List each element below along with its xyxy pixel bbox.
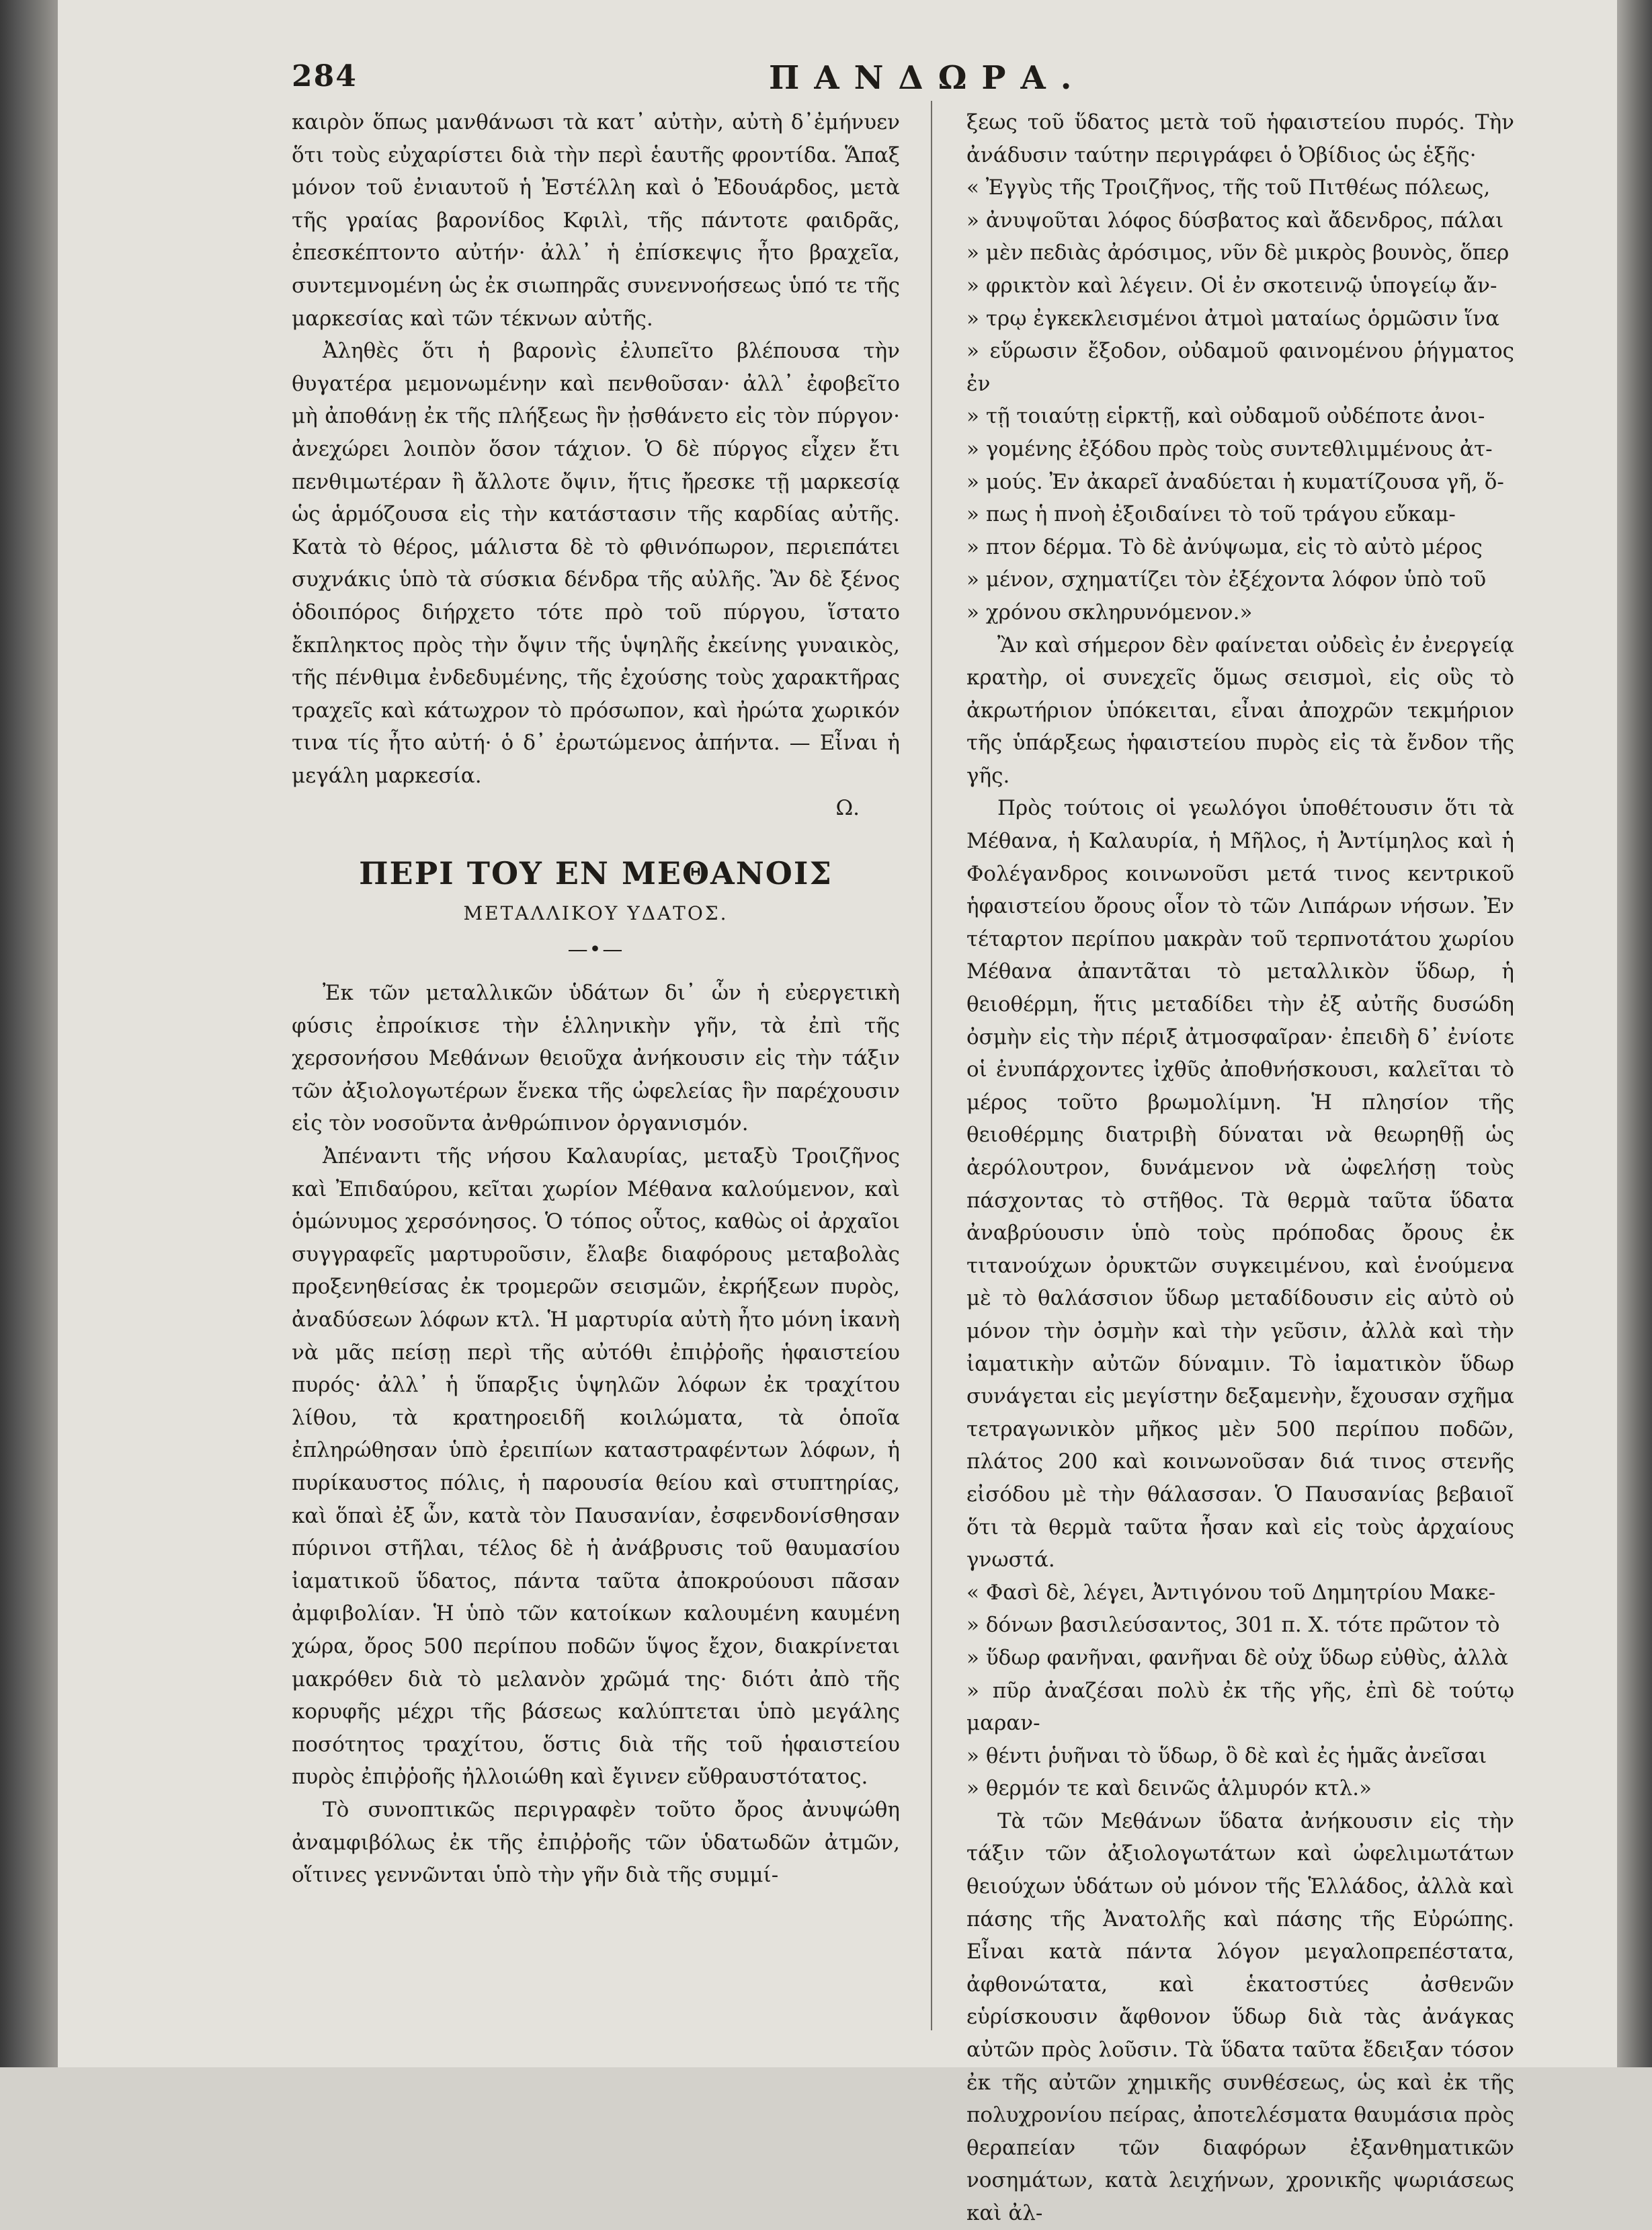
quote-line: » τρῳ ἐγκεκλεισμένοι ἀτμοὶ ματαίως ὁρμῶσιν ἵνα — [966, 306, 1500, 331]
paragraph: Πρὸς τούτοις οἱ γεωλόγοι ὑποθέτουσιν ὅτι τὰ Μέθανα, ἡ Καλαυρία, ἡ Μῆλος, ἡ Ἀντίμηλος καὶ ἡ Φολέγανδρος κοινωνοῦσι μετά τινος κεντρικοῦ ἡφαιστείου ὄρους οἷον τὸ τῶν Λιπάρων νήσων. Ἐν τέταρτον περίπου μακρὰν τοῦ τερπνοτάτου χωρίου Μέθανα ἀπαντᾶται τὸ μεταλλικὸν ὕδωρ, ἡ θειοθέρμη, ἥτις μεταδίδει τὴν ἐξ αὐτῆς δυσώδη ὀσμὴν εἰς τὴν πέριξ ἀτμοσφαῖραν· ἐπειδὴ δ᾽ ἐνίοτε οἱ ἐνυπάρχοντες ἰχθῦς ἀποθνήσκουσι, καλεῖται τὸ μέρος τοῦτο βρωμολίμνη. Ἡ πλησίον τῆς θειοθέρμης διατριβὴ δύναται νὰ θεωρηθῇ ὡς ἀερόλουτρον, δυνάμενον νὰ ὠφελήσῃ τοὺς πάσχοντας τὸ στῆθος. Τὰ θερμὰ ταῦτα ὕδατα ἀναβρύουσιν ὑπὸ τοὺς πρόποδας ὄρους ἐκ τιτανούχων ὀρυκτῶν συγκειμένου, καὶ ἑνούμενα μὲ τὸ θαλάσσιον ὕδωρ μεταδίδουσιν εἰς αὐτὸ οὐ μόνον τὴν ὀσμὴν καὶ τὴν γεῦσιν, ἀλλὰ καὶ τὴν ἰαματικὴν αὐτῶν δύναμιν. Τὸ ἰαματικὸν ὕδωρ συνάγεται εἰς μεγίστην δεξαμενὴν, ἔχουσαν σχῆμα τετραγωνικὸν μῆκος μὲν 500 περίπου ποδῶν, πλάτος 200 καὶ κοινωνοῦσαν διά τινος στενῆς εἰσόδου μὲ τὴν θάλασσαν. Ὁ Παυσανίας βεβαιοῖ ὅτι τὰ θερμὰ ταῦτα ἦσαν καὶ εἰς τοὺς ἀρχαίους γνωστά. — [966, 796, 1514, 1572]
quote-line: » φρικτὸν καὶ λέγειν. Οἱ ἐν σκοτεινῷ ὑπογείῳ ἄν- — [966, 273, 1497, 298]
quote-line: » πτον δέρμα. Τὸ δὲ ἀνύψωμα, εἰς τὸ αὐτὸ μέρος — [966, 534, 1483, 559]
page-number: 284 — [292, 59, 358, 93]
article-title: ΠΕΡΙ ΤΟΥ ΕΝ ΜΕΘΑΝΟΙΣ — [359, 855, 833, 892]
quote-line: » εὕρωσιν ἔξοδον, οὐδαμοῦ φαινομένου ῥήγματος ἐν — [966, 339, 1514, 396]
quote-line: » μένον, σχηματίζει τὸν ἐξέχοντα λόφον ὑπὸ τοῦ — [966, 567, 1487, 592]
quote-line: » θέντι ῥυῆναι τὸ ὕδωρ, ὃ δὲ καὶ ἐς ἡμᾶς ἀνεῖσαι — [966, 1743, 1487, 1768]
quote-line: » τῇ τοιαύτῃ εἱρκτῇ, καὶ οὐδαμοῦ οὐδέποτε ἀνοι- — [966, 404, 1485, 429]
ornament-rule: —•— — [567, 938, 624, 962]
quote-line: » μὲν πεδιὰς ἀρόσιμος, νῦν δὲ μικρὸς βουνὸς, ὅπερ — [966, 241, 1510, 266]
author-signature: Ω. — [835, 796, 860, 821]
right-column — [966, 106, 1514, 2230]
quote-line: » πῦρ ἀναζέσαι πολὺ ἐκ τῆς γῆς, ἐπὶ δὲ τούτῳ μαραν- — [966, 1678, 1514, 1736]
quote-line: » δόνων βασιλεύσαντος, 301 π. Χ. τότε πρῶτον τὸ — [966, 1613, 1500, 1638]
quote-line: » ἀνυψοῦται λόφος δύσβατος καὶ ἄδενδρος, πάλαι — [966, 208, 1504, 233]
paragraph: Τὸ συνοπτικῶς περιγραφὲν τοῦτο ὄρος ἀνυψώθη ἀναμφιβόλως ἐκ τῆς ἐπιῤῥοῆς τῶν ὑδατωδῶν ἀτμῶν, οἵτινες γεννῶνται ὑπὸ τὴν γῆν διὰ τῆς συμμί- — [292, 1797, 900, 1888]
book-spine-shadow — [0, 0, 58, 2067]
paragraph: Ἂν καὶ σήμερον δὲν φαίνεται οὐδεὶς ἐν ἐνεργείᾳ κρατὴρ, οἱ συνεχεῖς ὅμως σεισμοὶ, εἰς οὓς τὸ ἀκρωτήριον ὑπόκειται, εἶναι ἀποχρῶν τεκμήριον τῆς ὑπάρξεως ἡφαιστείου πυρὸς εἰς τὰ ἔνδον τῆς γῆς. — [966, 633, 1514, 788]
paragraph: Τὰ τῶν Μεθάνων ὕδατα ἀνήκουσιν εἰς τὴν τάξιν τῶν ἀξιολογωτάτων καὶ ὠφελιμωτάτων θειούχων ὑδάτων οὐ μόνον τῆς Ἑλλάδος, ἀλλὰ καὶ πάσης τῆς Ἀνατολῆς καὶ πάσης τῆς Εὐρώπης. Εἶναι κατὰ πάντα λόγον μεγαλοπρεπέστατα, ἀφθονώτατα, καὶ ἑκατοστύες ἀσθενῶν εὑρίσκουσιν ἄφθονον ὕδωρ διὰ τὰς ἀνάγκας αὐτῶν πρὸς λοῦσιν. Τὰ ὕδατα ταῦτα ἔδειξαν τόσον ἐκ τῆς αὐτῶν χημικῆς συνθέσεως, ὡς καὶ ἐκ τῆς πολυχρονίου πείρας, ἀποτελέσματα θαυμάσια πρὸς θεραπείαν τῶν διαφόρων ἐξανθηματικῶν νοσημάτων, κατὰ λειχήνων, χρονικῆς ψωριάσεως καὶ ἀλ- — [966, 1808, 1514, 2225]
article-subtitle: ΜΕΤΑΛΛΙΚΟΥ ΥΔΑΤΟΣ. — [463, 902, 729, 925]
paragraph: Ἐκ τῶν μεταλλικῶν ὑδάτων δι᾽ ὧν ἡ εὐεργετικὴ φύσις ἐπροίκισε τὴν ἑλληνικὴν γῆν, τὰ ἐπὶ τῆς χερσονήσου Μεθάνων θειοῦχα ἀνήκουσιν εἰς τὴν τάξιν τῶν ἀξιολογωτέρων ἕνεκα τῆς ὠφελείας ἣν παρέχουσιν εἰς τὸν νοσοῦντα ἀνθρώπινον ὀργανισμόν. — [292, 981, 900, 1136]
pausanias-quotation — [966, 1577, 1514, 1805]
running-head: ΠΑΝΔΩΡΑ. — [769, 59, 1087, 97]
paragraph: ξεως τοῦ ὕδατος μετὰ τοῦ ἡφαιστείου πυρός. Τὴν ἀνάδυσιν ταύτην περιγράφει ὁ Ὀβίδιος ὡς ἑξῆς· — [966, 110, 1514, 167]
quote-line: » πως ἡ πνοὴ ἐξοιδαίνει τὸ τοῦ τράγου εὔκαμ- — [966, 502, 1456, 527]
quote-line: » θερμόν τε καὶ δεινῶς ἁλμυρόν κτλ.» — [966, 1776, 1372, 1801]
paragraph: Ἀληθὲς ὅτι ἡ βαρονὶς ἐλυπεῖτο βλέπουσα τὴν θυγατέρα μεμονωμένην καὶ πενθοῦσαν· ἀλλ᾽ ἐφοβεῖτο μὴ ἀποθάνῃ ἐκ τῆς πλήξεως ἣν ᾐσθάνετο εἰς τὸν πύργον· ἀνεχώρει λοιπὸν ὅσον τάχιον. Ὁ δὲ πύργος εἶχεν ἔτι πενθιμωτέραν ἢ ἄλλοτε ὄψιν, ἥτις ἤρεσκε τῇ μαρκεσίᾳ ὡς ἁρμόζουσα εἰς τὴν κατάστασιν τῆς καρδίας αὐτῆς. Κατὰ τὸ θέρος, μάλιστα δὲ τὸ φθινόπωρον, περιεπάτει συχνάκις ὑπὸ τὰ σύσκια δένδρα τῆς αὐλῆς. Ἂν δὲ ξένος ὁδοιπόρος διήρχετο τότε πρὸ τοῦ πύργου, ἵστατο ἔκπληκτος πρὸς τὴν ὄψιν τῆς ὑψηλῆς ἐκείνης γυναικὸς, τῆς πένθιμα ἐνδεδυμένης, τῆς ἐχούσης τοὺς χαρακτῆρας τραχεῖς καὶ κάτωχρον τὸ πρόσωπον, καὶ ἠρώτα χωρικόν τινα τίς ἦτο αὐτή· ὁ δ᾽ ἐρωτώμενος ἀπήντα. — Εἶναι ἡ μεγάλη μαρκεσία. — [292, 339, 900, 788]
column-divider — [931, 101, 932, 2030]
quote-line: « Ἐγγὺς τῆς Τροιζῆνος, τῆς τοῦ Πιτθέως πόλεως, — [966, 175, 1491, 200]
paragraph: Ἀπέναντι τῆς νήσου Καλαυρίας, μεταξὺ Τροιζῆνος καὶ Ἐπιδαύρου, κεῖται χωρίον Μέθανα καλούμενον, καὶ ὁμώνυμος χερσόνησος. Ὁ τόπος οὗτος, καθὼς οἱ ἀρχαῖοι συγγραφεῖς μαρτυροῦσιν, ἔλαβε διαφόρους μεταβολὰς προξενηθείσας ἐκ τρομερῶν σεισμῶν, ἐκρήξεων πυρὸς, ἀναδύσεων λόφων κτλ. Ἡ μαρτυρία αὐτὴ ἦτο μόνη ἱκανὴ νὰ μᾶς πείσῃ περὶ τῆς αὐτόθι ἐπιῤῥοῆς ἡφαιστείου πυρός· ἀλλ᾽ ἡ ὕπαρξις ὑψηλῶν λόφων ἐκ τραχίτου λίθου, τὰ κρατηροειδῆ κοιλώματα, τὰ ὁποῖα ἐπληρώθησαν ὑπὸ ἐρειπίων καταστραφέντων λόφων, ἡ πυρίκαυστος πόλις, ἡ παρουσία θείου καὶ στυπτηρίας, καὶ ὅπαὶ ἐξ ὧν, κατὰ τὸν Παυσανίαν, ἐσφενδονίσθησαν πύρινοι στῆλαι, τέλος δὲ ἡ ἀνάβρυσις τοῦ θαυμασίου ἰαματικοῦ ὕδατος, πάντα ταῦτα ἀποκρούουσι πᾶσαν ἀμφιβολίαν. Ἡ ὑπὸ τῶν κατοίκων καλουμένη καυμένη χώρα, ὄρος 500 περίπου ποδῶν ὕψος ἔχον, διακρίνεται μακρόθεν διὰ τὸ μελανὸν χρῶμά της· διότι ἀπὸ τῆς κορυφῆς μέχρι τῆς βάσεως καλύπτεται ὑπὸ μεγάλης ποσότητος τραχίτου, ὅστις διὰ τῆς τοῦ ἡφαιστείου πυρὸς ἐπιῤῥοῆς ἠλλοιώθη καὶ ἔγινεν εὔθραυστότατος. — [292, 1144, 900, 1790]
quote-line: » χρόνου σκληρυνόμενον.» — [966, 600, 1253, 625]
quote-line: » μούς. Ἐν ἀκαρεῖ ἀναδύεται ἡ κυματίζουσα γῆ, ὅ- — [966, 469, 1504, 494]
quote-line: » ὕδωρ φανῆναι, φανῆναι δὲ οὐχ ὕδωρ εὐθὺς, ἀλλὰ — [966, 1645, 1509, 1670]
quote-line: « Φασὶ δὲ, λέγει, Ἀντιγόνου τοῦ Δημητρίου Μακε- — [966, 1580, 1496, 1605]
paragraph: καιρὸν ὅπως μανθάνωσι τὰ κατ᾽ αὐτὴν, αὐτὴ δ᾽ἐμήνυεν ὅτι τοὺς εὐχαρίστει διὰ τὴν περὶ ἑαυτῆς φροντίδα. Ἅπαξ μόνον τοῦ ἐνιαυτοῦ ἡ Ἐστέλλη καὶ ὁ Ἐδουάρδος, μετὰ τῆς γραίας βαρονίδος Κφιλὶ, τῆς πάντοτε φαιδρᾶς, ἐπεσκέπτοντο αὐτήν· ἀλλ᾽ ἡ ἐπίσκεψις ἦτο βραχεῖα, συντεμνομένη ὡς ἐκ σιωπηρᾶς συνεννοήσεως ὑπό τε τῆς μαρκεσίας καὶ τῶν τέκνων αὐτῆς. — [292, 110, 900, 331]
ovid-quotation — [966, 171, 1514, 629]
quote-line: » γομένης ἐξόδου πρὸς τοὺς συντεθλιμμένους ἀτ- — [966, 436, 1493, 461]
left-column — [292, 106, 900, 1892]
page-header — [292, 59, 1501, 99]
page-edge-shadow — [1617, 0, 1652, 2067]
